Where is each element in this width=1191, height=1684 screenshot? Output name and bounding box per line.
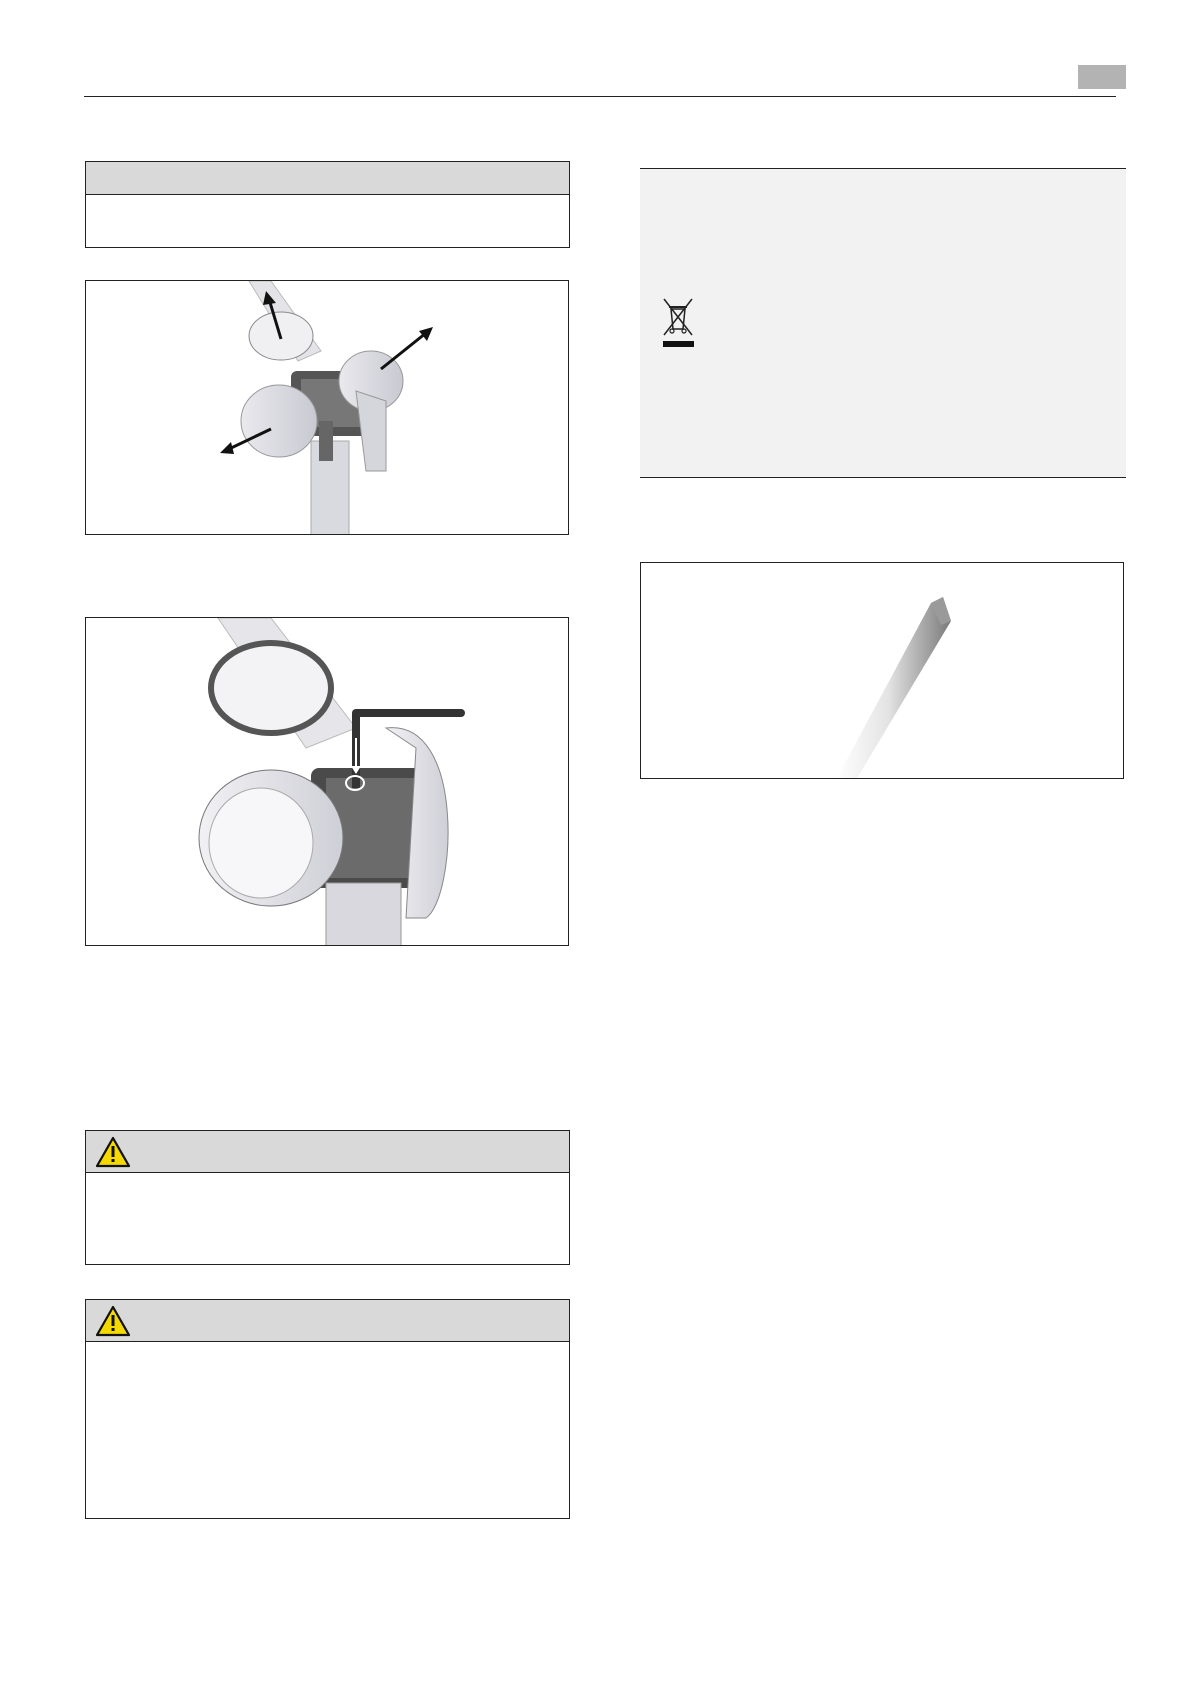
note-box [85, 161, 570, 248]
warning-triangle-icon [95, 1305, 131, 1337]
robot-joint-arrows-illustration [86, 281, 569, 535]
robot-joint-hex-key-illustration [86, 618, 569, 946]
header-rule [84, 96, 1116, 97]
figure-robot-joint-arrows [85, 280, 569, 535]
figure-robot-joint-hex-key [85, 617, 569, 946]
warning-box [85, 1299, 570, 1519]
note-box-header [86, 162, 569, 195]
warning-box-header [86, 1131, 569, 1173]
page-tab [1078, 65, 1126, 89]
figure-hex-key-rod [640, 562, 1124, 779]
hex-key-rod-illustration [641, 563, 1124, 779]
warning-box-header [86, 1300, 569, 1342]
warning-box [85, 1130, 570, 1265]
disposal-info-panel [640, 168, 1126, 478]
warning-triangle-icon [95, 1136, 131, 1168]
weee-crossed-bin-icon [660, 295, 696, 351]
